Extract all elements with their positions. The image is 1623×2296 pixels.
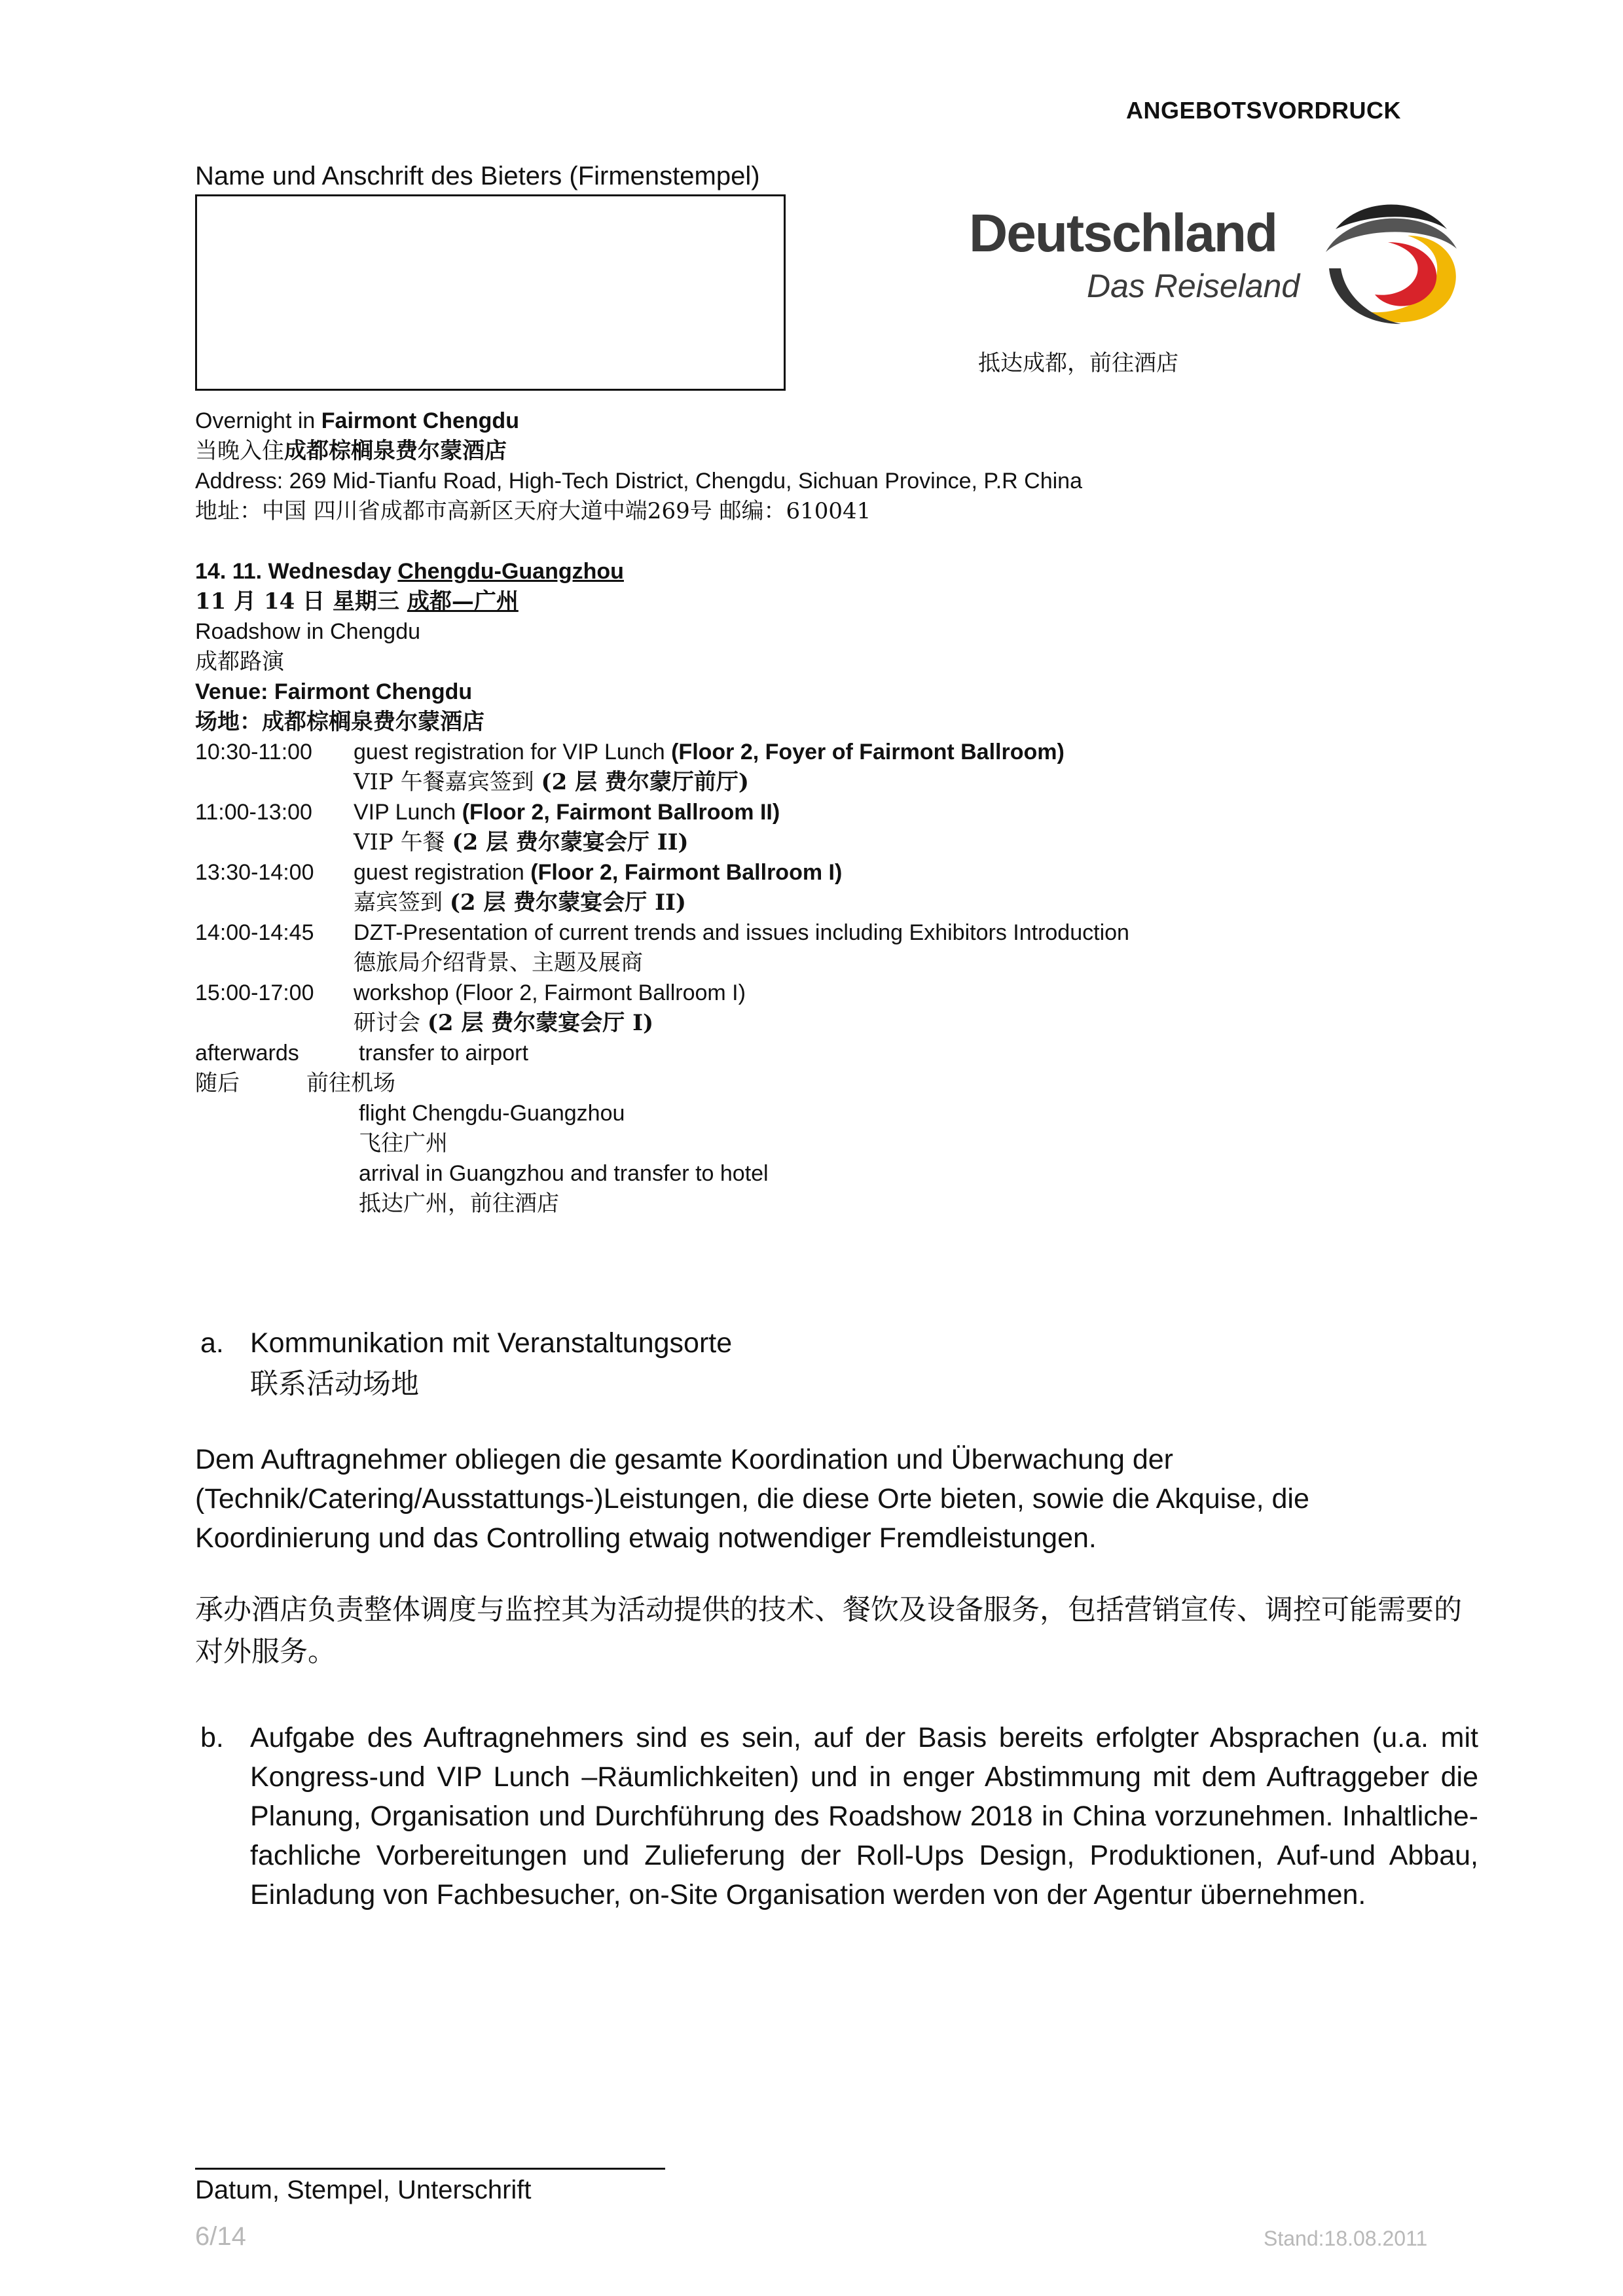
activity-location: (Floor 2, Fairmont Ballroom II) [462, 800, 780, 825]
logo-subtitle: Das Reiseland [1087, 268, 1300, 304]
section-a-letter: a. [200, 1327, 224, 1359]
arrival-line: arrival in Guangzhou and transfer to hotel [359, 1161, 769, 1186]
document-date: Stand:18.08.2011 [1264, 2227, 1428, 2250]
overnight-hotel: Fairmont Chengdu [321, 408, 519, 433]
activity-zh: VIP 午餐嘉宾签到 [354, 769, 541, 795]
day-date: 14. 11. Wednesday [195, 559, 398, 584]
activity-zh: VIP 午餐 [354, 829, 452, 855]
hotel-address-zh: 地址：中国 四川省成都市高新区天府大道中端269号 邮编：610041 [195, 498, 871, 524]
schedule-time: 13:30-14:00 [195, 860, 314, 885]
logo-title: Deutschland [969, 204, 1277, 263]
venue-line-zh: 场地：成都棕榈泉费尔蒙酒店 [195, 709, 484, 735]
schedule-time: 14:00-14:45 [195, 920, 314, 945]
schedule-time: 10:30-11:00 [195, 740, 312, 764]
schedule-activity-zh [354, 888, 686, 918]
activity-text: DZT-Presentation of current trends and issues including Exhibitors Introduction [354, 920, 1129, 945]
activity-location: (Floor 2, Foyer of Fairmont Ballroom) [671, 740, 1065, 764]
overnight-prefix: Overnight in [195, 408, 321, 433]
arrival-note: 抵达成都，前往酒店 [978, 350, 1178, 376]
roadshow-line-zh: 成都路演 [195, 649, 284, 675]
venue-line: Venue: Fairmont Chengdu [195, 679, 473, 704]
schedule-activity-zh [354, 948, 643, 978]
afterwards-label-zh: 随后 [195, 1070, 240, 1096]
schedule-activity [354, 737, 1065, 767]
schedule-activity-zh [354, 827, 689, 857]
schedule-activity [354, 918, 1129, 948]
section-b-letter: b. [200, 1722, 224, 1753]
schedule-activity-zh [354, 767, 749, 797]
flight-line-zh: 飞往广州 [359, 1130, 448, 1157]
activity-location-zh: (2 层 费尔蒙宴会厅 II) [452, 829, 689, 855]
schedule-activity-zh [354, 1008, 653, 1038]
activity-location-zh: (2 层 费尔蒙宴会厅 I) [427, 1010, 654, 1036]
page-number: 6/14 [195, 2222, 246, 2251]
deutschland-logo [969, 190, 1467, 334]
stamp-box[interactable] [195, 194, 786, 391]
activity-text: VIP Lunch [354, 800, 462, 825]
day-heading-zh [195, 586, 519, 617]
activity-location-zh: (2 层 费尔蒙厅前厅) [541, 769, 749, 795]
overnight-zh-hotel: 成都棕榈泉费尔蒙酒店 [284, 438, 507, 464]
activity-zh: 德旅局介绍背景、主题及展商 [354, 950, 643, 976]
day-route: Chengdu-Guangzhou [397, 559, 624, 584]
afterwards-text: transfer to airport [359, 1041, 528, 1066]
afterwards-label: afterwards [195, 1041, 299, 1066]
schedule-time: 11:00-13:00 [195, 800, 312, 825]
signature-label: Datum, Stempel, Unterschrift [195, 2176, 532, 2204]
schedule-time: 15:00-17:00 [195, 980, 314, 1005]
schedule-activity [354, 797, 780, 827]
activity-location-zh: (2 层 费尔蒙宴会厅 II) [449, 889, 686, 916]
activity-location: (Floor 2, Fairmont Ballroom I) [530, 860, 843, 885]
overnight-zh-prefix: 当晚入住 [195, 438, 284, 464]
overnight-zh-line [195, 436, 507, 466]
day-heading [195, 556, 624, 586]
afterwards-text-zh: 前往机场 [306, 1070, 395, 1096]
schedule-activity [354, 978, 746, 1008]
signature-line[interactable] [195, 2168, 665, 2170]
overnight-line [195, 406, 519, 436]
activity-zh: 嘉宾签到 [354, 889, 450, 916]
section-a-title-zh: 联系活动场地 [250, 1368, 419, 1401]
section-a-title: Kommunikation mit Veranstaltungsorte [250, 1327, 733, 1359]
flight-line: flight Chengdu-Guangzhou [359, 1101, 625, 1126]
activity-zh: 研讨会 [354, 1010, 428, 1036]
schedule-activity [354, 857, 842, 888]
activity-text: guest registration for VIP Lunch [354, 740, 672, 764]
activity-text: guest registration [354, 860, 531, 885]
form-title: ANGEBOTSVORDRUCK [1126, 97, 1402, 124]
section-a-paragraph: Dem Auftragnehmer obliegen die gesamte Koordination und Überwachung der (Technik/Catering/Ausstattungs-)Leistungen, die diese Orte bieten, sowie die Akquise, die Koordinierung und das Controlling etwaig notwendiger Fremdleistungen. [195, 1444, 1309, 1554]
roadshow-line: Roadshow in Chengdu [195, 619, 421, 644]
bidder-label: Name und Anschrift des Bieters (Firmenstempel) [195, 162, 760, 190]
day-route-zh: 成都—广州 [407, 588, 519, 615]
activity-text: workshop (Floor 2, Fairmont Ballroom I) [354, 980, 746, 1005]
section-a-paragraph-zh: 承办酒店负责整体调度与监控其为活动提供的技术、餐饮及设备服务，包括营销宣传、调控可能需要的对外服务。 [195, 1594, 1462, 1668]
arrival-line-zh: 抵达广州，前往酒店 [359, 1191, 559, 1217]
section-b-paragraph: Aufgabe des Auftragnehmers sind es sein, auf der Basis bereits erfolgter Absprachen (u.a. mit Kongress-und VIP Lunch –Räumlichkeiten) und in enger Abstimmung mit dem Auftraggeber die Planung, Organisation und Durchführung des Roadshow 2018 in China vorzunehmen. Inhaltliche-fachliche Vorbereitungen und Zulieferung der Roll-Ups Design, Produktionen, Auf-und Abbau, Einladung von Fachbesucher, on-Site Organisation werden von der Agentur übernehmen. [250, 1722, 1478, 1910]
hotel-address: Address: 269 Mid-Tianfu Road, High-Tech District, Chengdu, Sichuan Province, P.R China [195, 469, 1083, 493]
day-date-zh: 11 月 14 日 星期三 [195, 588, 407, 615]
logo-swoosh-icon [1309, 190, 1467, 334]
